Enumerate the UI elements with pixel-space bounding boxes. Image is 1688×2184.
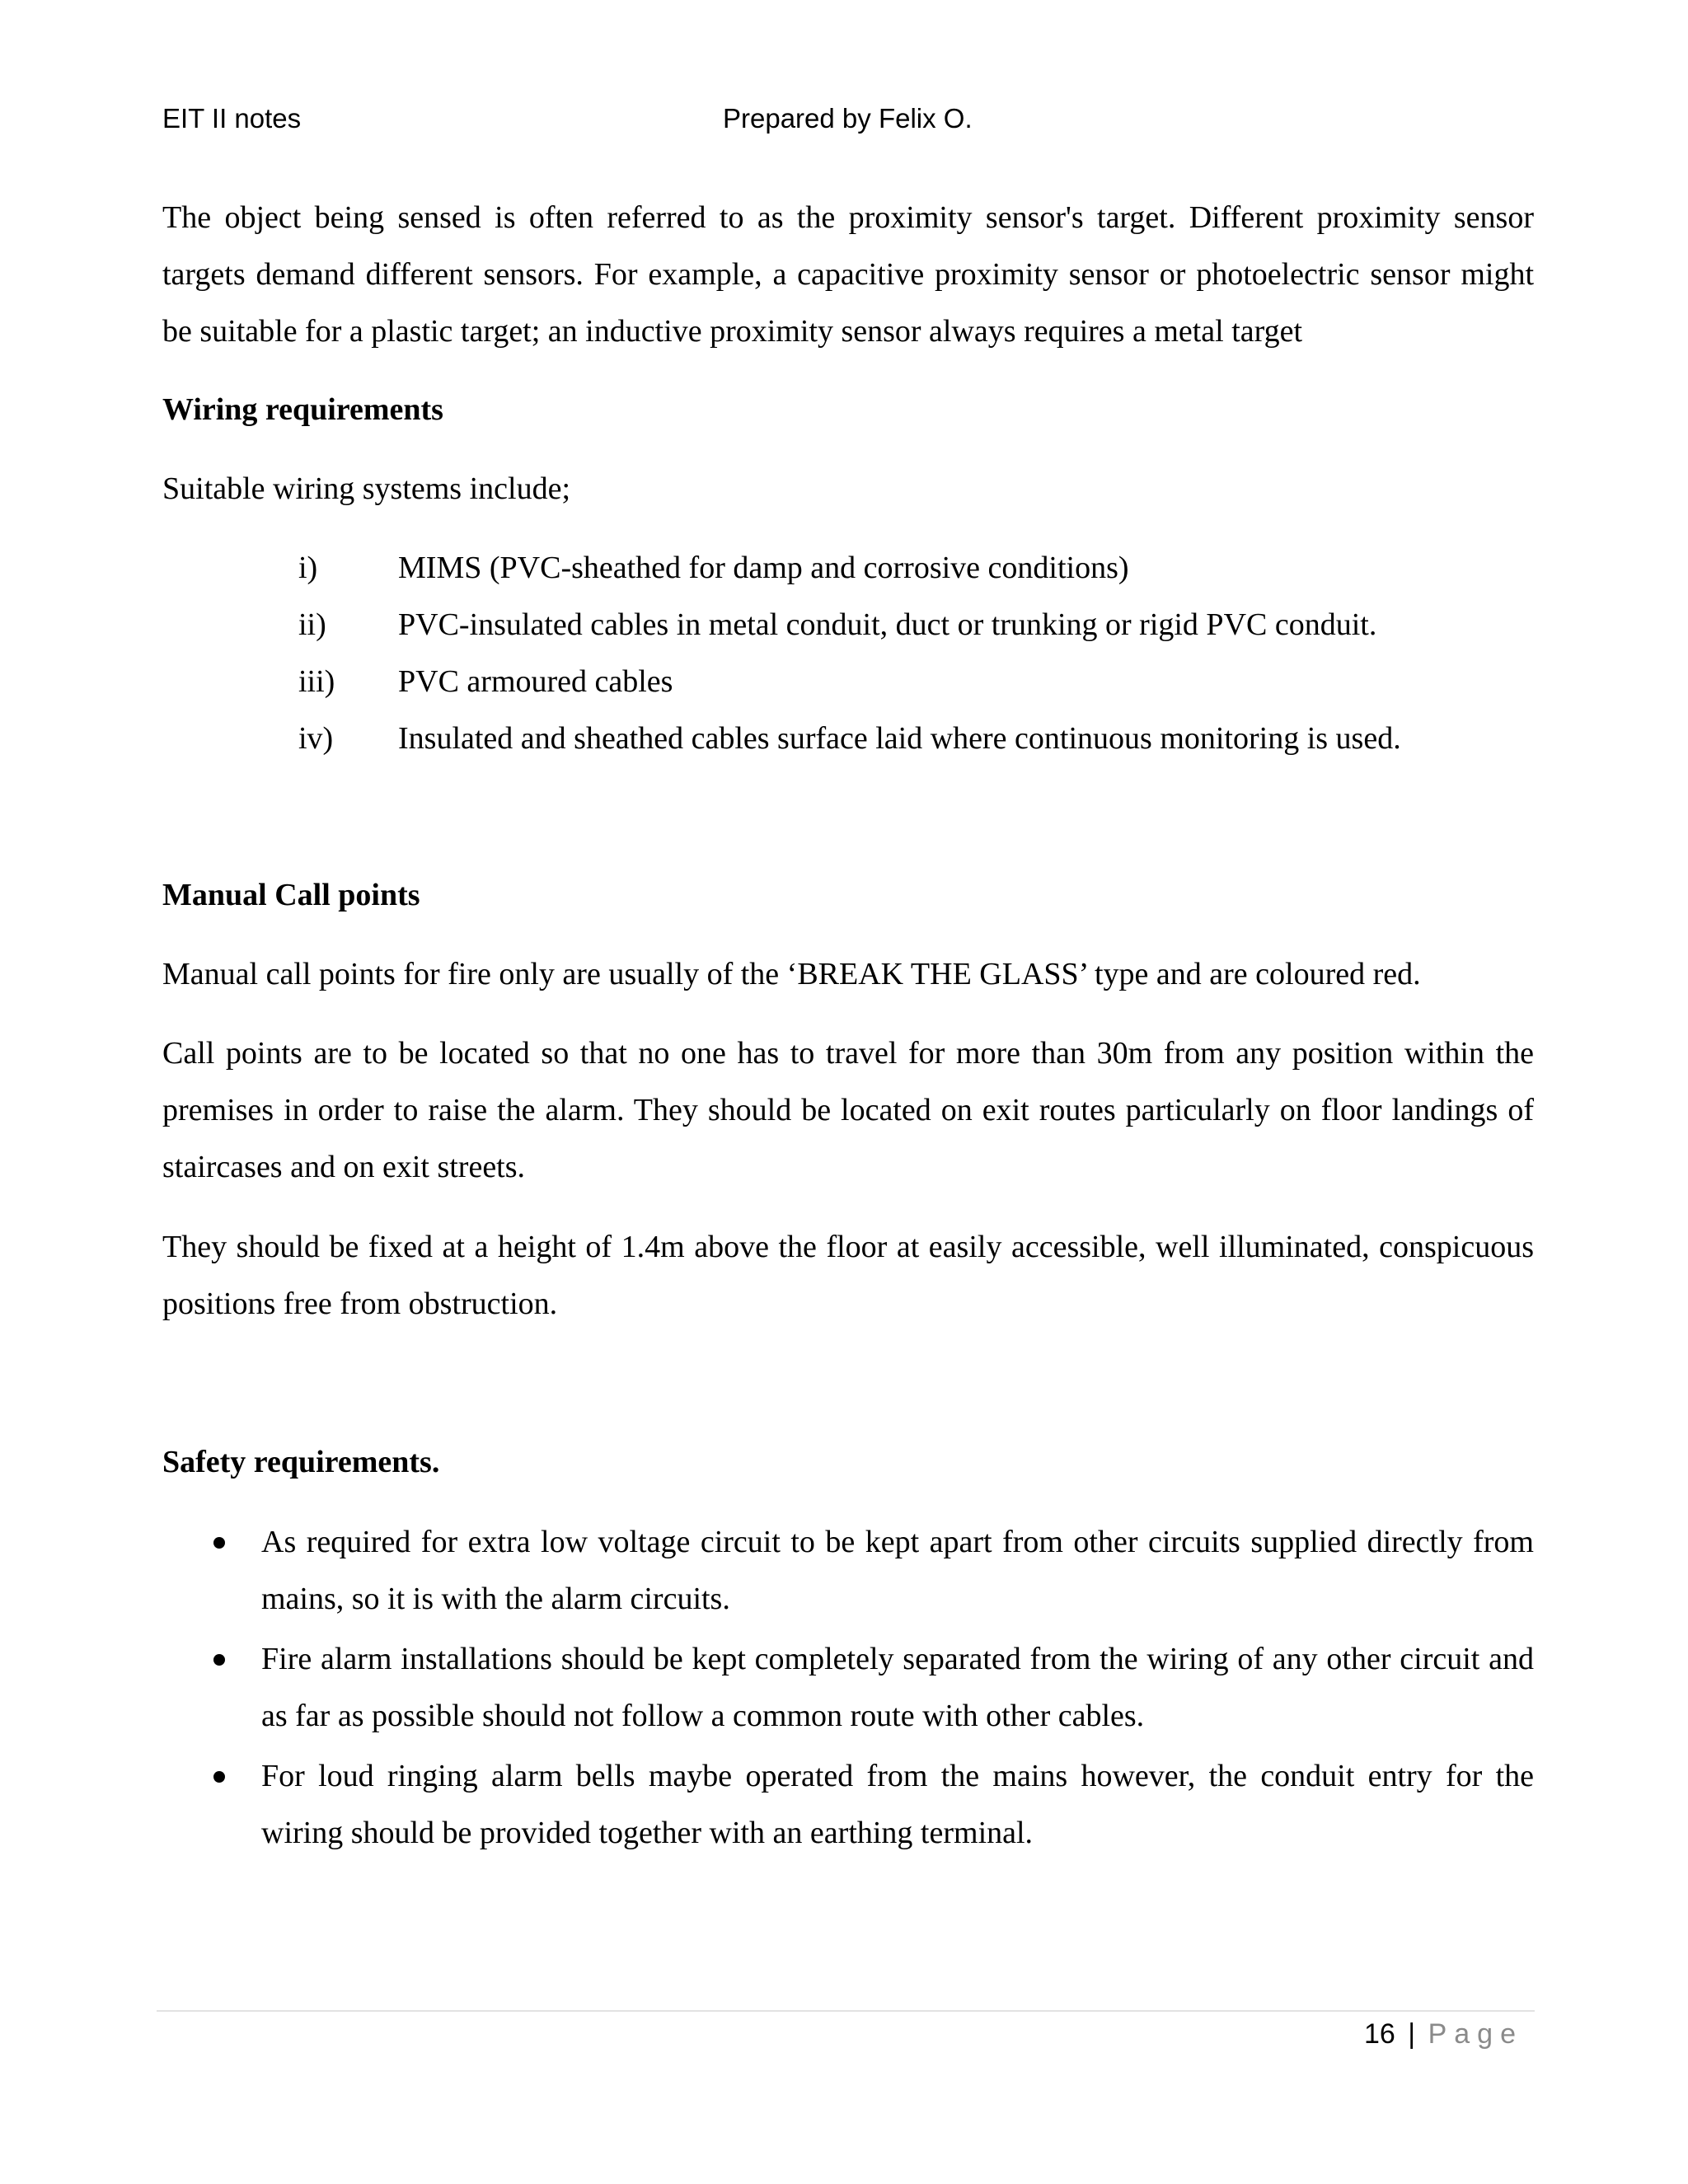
manual-call-points-heading: Manual Call points (162, 878, 420, 912)
footer-divider (157, 2010, 1535, 2012)
list-item (162, 710, 1534, 767)
list-item-number: iii) (298, 664, 335, 699)
list-item (162, 1748, 1534, 1862)
wiring-intro: Suitable wiring systems include; (162, 471, 571, 506)
list-item (162, 1631, 1534, 1745)
bullet-icon (213, 1771, 225, 1783)
page-number: 16 (1364, 2018, 1395, 2050)
header-left-text: EIT II notes (162, 103, 302, 134)
manual-call-points-paragraph-1: Manual call points for fire only are usually of the ‘BREAK THE GLASS’ type and are coloured red. (162, 957, 1421, 991)
bullet-text: As required for extra low voltage circuit to be kept apart from other circuits supplied directly from mains, so it is with the alarm circuits. (261, 1525, 1534, 1616)
list-item (162, 540, 1534, 597)
list-item (162, 654, 1534, 710)
manual-call-points-paragraph-3: They should be fixed at a height of 1.4m above the floor at easily accessible, well illuminated, conspicuous positions free from obstruction. (162, 1230, 1534, 1321)
bullet-text: For loud ringing alarm bells maybe operated from the mains however, the conduit entry for the wiring should be provided together with an earthing terminal. (261, 1759, 1534, 1850)
list-item-number: ii) (298, 607, 326, 642)
safety-bullet-list (162, 1514, 1534, 1865)
bullet-icon (213, 1537, 225, 1549)
list-item (162, 597, 1534, 654)
manual-call-points-paragraph-2: Call points are to be located so that no one has to travel for more than 30m from any position within the premises in order to raise the alarm. They should be located on exit routes particularly on floor landings of staircases and on exit streets. (162, 1036, 1534, 1184)
bullet-text: Fire alarm installations should be kept completely separated from the wiring of any other circuit and as far as possible should not follow a common route with other cables. (261, 1642, 1534, 1733)
intro-paragraph: The object being sensed is often referred to as the proximity sensor's target. Different proximity sensor targets demand different sensors. For example, a capacitive proximity sensor or photoelectric sensor might be suitable for a plastic target; an inductive proximity sensor always requires a metal target (162, 200, 1534, 349)
intro-paragraph-block (162, 190, 1534, 360)
list-item-text: PVC-insulated cables in metal conduit, duct or trunking or rigid PVC conduit. (398, 607, 1377, 642)
page-label: Page (1428, 2018, 1523, 2050)
safety-heading: Safety requirements. (162, 1445, 440, 1479)
list-item-text: MIMS (PVC-sheathed for damp and corrosive conditions) (398, 551, 1129, 585)
header-center-text: Prepared by Felix O. (723, 103, 973, 134)
list-item-number: i) (298, 551, 318, 585)
list-item-number: iv) (298, 721, 334, 756)
wiring-heading: Wiring requirements (162, 392, 443, 427)
list-item-text: Insulated and sheathed cables surface laid where continuous monitoring is used. (398, 721, 1401, 756)
page-header (162, 101, 1534, 137)
list-item-text: PVC armoured cables (398, 664, 673, 699)
wiring-list (162, 540, 1534, 767)
list-item (162, 1514, 1534, 1628)
bullet-icon (213, 1654, 225, 1666)
footer-separator: | (1408, 2018, 1416, 2050)
page-footer (1364, 2013, 1523, 2055)
